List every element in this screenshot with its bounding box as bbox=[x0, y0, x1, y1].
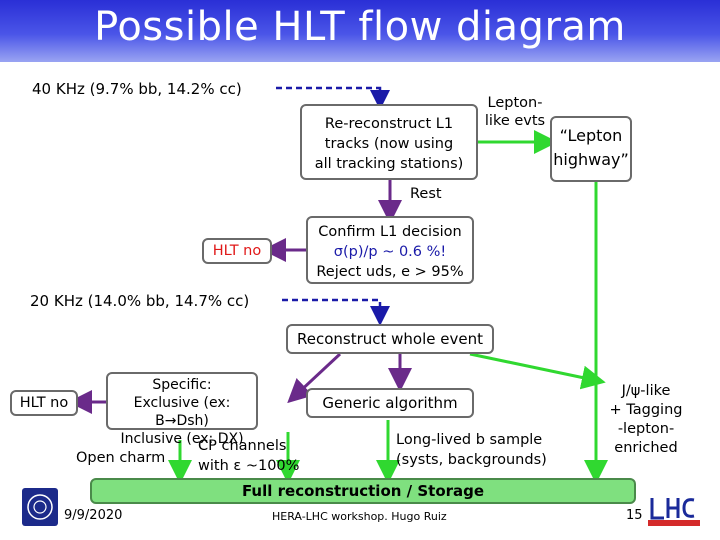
slide-title: Possible HLT flow diagram bbox=[94, 4, 626, 50]
footer-page-number: 15 bbox=[626, 508, 643, 523]
open-charm-label: Open charm bbox=[76, 450, 166, 466]
footer-workshop: HERA-LHC workshop. Hugo Ruiz bbox=[272, 510, 447, 523]
lepton-like-line-1: Lepton- bbox=[487, 95, 543, 111]
cp-channels-line-1: CP channels bbox=[198, 438, 287, 454]
rest-label: Rest bbox=[410, 186, 442, 202]
rereco-line-2: tracks (now using bbox=[324, 136, 454, 152]
cp-channels-line-2: with ε ~100% bbox=[198, 458, 300, 474]
rate-40khz: 40 KHz (9.7% bb, 14.2% cc) bbox=[32, 80, 242, 98]
lhcb-logo bbox=[648, 492, 700, 526]
footer-date: 9/9/2020 bbox=[64, 508, 123, 523]
specific-line-2: Exclusive (ex: B→Dsh) bbox=[133, 395, 231, 429]
confirm-l1-box bbox=[306, 216, 474, 284]
cern-logo bbox=[22, 488, 58, 526]
rate-20khz: 20 KHz (14.0% bb, 14.7% cc) bbox=[30, 292, 250, 310]
jpsi-label bbox=[602, 382, 690, 458]
lepton-highway-line-2: highway” bbox=[553, 150, 629, 169]
cp-channels-label bbox=[198, 436, 299, 476]
input-arrow-20khz bbox=[282, 300, 380, 316]
specific-box bbox=[106, 372, 258, 447]
long-lived-label bbox=[396, 430, 547, 470]
jpsi-line-2: + Tagging bbox=[609, 402, 683, 418]
jpsi-line-3: -lepton- bbox=[617, 421, 675, 437]
reconstruct-whole-event-box: Reconstruct whole event bbox=[286, 324, 494, 354]
rereco-l1-box bbox=[300, 104, 478, 180]
lepton-highway-box bbox=[550, 116, 632, 182]
lepton-like-label bbox=[478, 94, 552, 130]
long-lived-line-1: Long-lived b sample bbox=[396, 432, 543, 448]
lepton-highway-line-1: “Lepton bbox=[559, 126, 623, 145]
jpsi-line-1: J/ψ-like bbox=[621, 383, 671, 399]
specific-line-1: Specific: bbox=[152, 377, 212, 393]
confirm-line-3: Reject uds, e > 95% bbox=[316, 264, 464, 280]
long-lived-line-2: (systs, backgrounds) bbox=[396, 452, 547, 468]
hlt-no-box-1: HLT no bbox=[202, 238, 272, 264]
arrow-to-jpsi bbox=[470, 354, 594, 380]
input-arrow-40khz bbox=[276, 88, 380, 100]
rereco-line-1: Re-reconstruct L1 bbox=[324, 116, 454, 132]
jpsi-line-4: enriched bbox=[614, 440, 678, 456]
confirm-line-2: σ(p)/p ~ 0.6 %! bbox=[333, 244, 447, 260]
full-reconstruction-storage-box: Full reconstruction / Storage bbox=[90, 478, 636, 504]
confirm-line-1: Confirm L1 decision bbox=[318, 224, 462, 240]
hlt-no-box-2: HLT no bbox=[10, 390, 78, 416]
generic-algorithm-box: Generic algorithm bbox=[306, 388, 474, 418]
lepton-like-line-2: like evts bbox=[484, 113, 546, 129]
rereco-line-3: all tracking stations) bbox=[314, 156, 464, 172]
specific-line-3: Inclusive (ex: DX) bbox=[120, 431, 244, 447]
